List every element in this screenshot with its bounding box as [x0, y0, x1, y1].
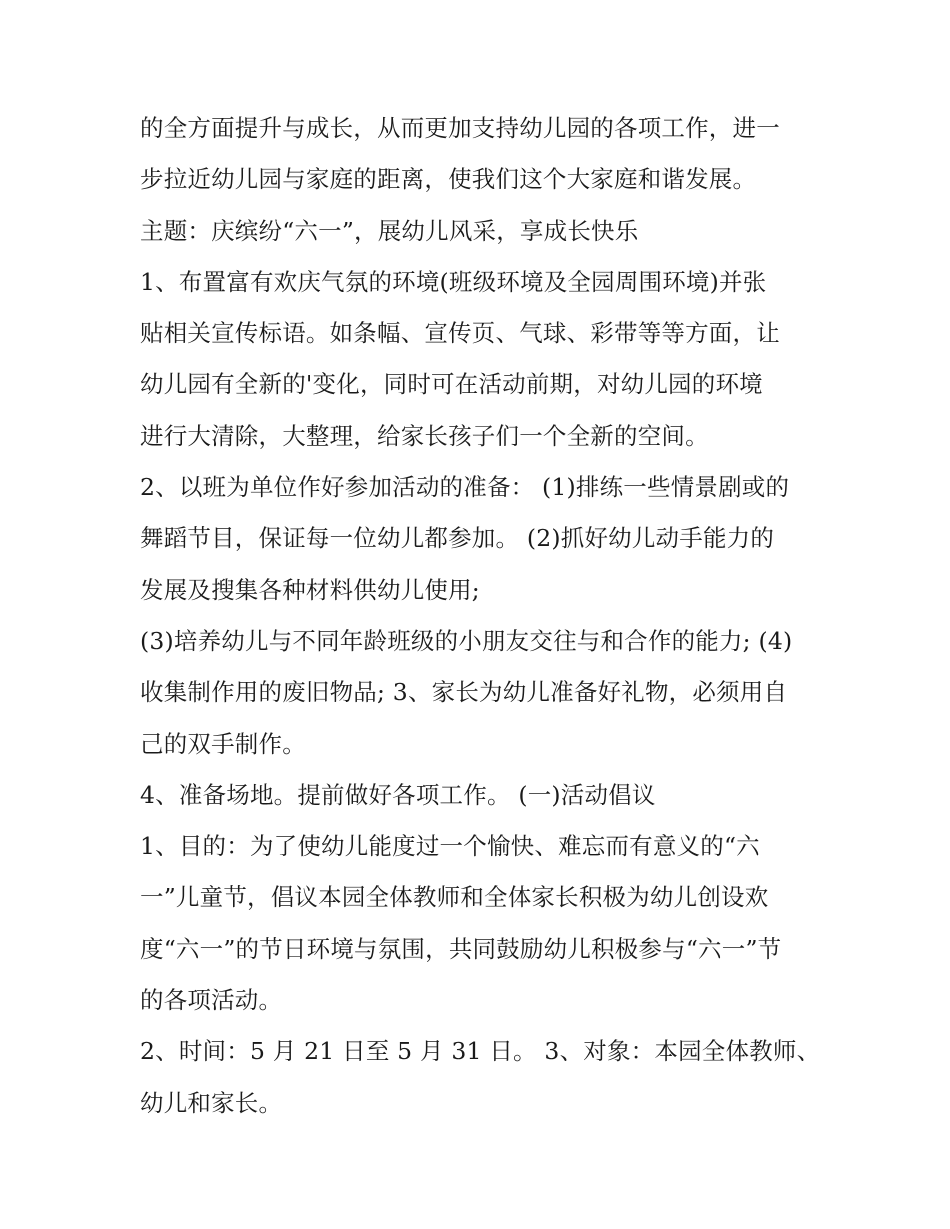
text-line: (3)培养幼儿与不同年龄班级的小朋友交往与和合作的能力; (4)	[140, 626, 793, 655]
text-line: 度“六一”的节日环境与氛围，共同鼓励幼儿积极参与“六一”节	[140, 934, 782, 963]
text-line: 幼儿和家长。	[140, 1088, 283, 1117]
text-line: 进行大清除，大整理，给家长孩子们一个全新的空间。	[140, 421, 709, 450]
text-line: 舞蹈节目，保证每一位幼儿都参加。 (2)抓好幼儿动手能力的	[140, 524, 775, 553]
text-line: 1、目的：为了使幼儿能度过一个愉快、难忘而有意义的“六	[140, 832, 760, 861]
text-line: 的各项活动。	[140, 986, 283, 1015]
text-line: 4、准备场地。提前做好各项工作。 (一)活动倡议	[140, 780, 656, 809]
text-line: 发展及搜集各种材料供幼儿使用;	[140, 575, 480, 604]
text-line: 己的双手制作。	[140, 729, 306, 758]
text-line: 贴相关宣传标语。如条幅、宣传页、气球、彩带等等方面，让	[140, 319, 780, 348]
text-line: 1、布置富有欢庆气氛的环境(班级环境及全园周围环境)并张	[140, 267, 767, 296]
text-line: 的全方面提升与成长，从而更加支持幼儿园的各项工作，进一	[140, 114, 780, 142]
body-text	[140, 103, 820, 1129]
theme-line: 主题：庆缤纷“六一”，展幼儿风采，享成长快乐	[140, 216, 639, 245]
text-line: 步拉近幼儿园与家庭的距离，使我们这个大家庭和谐发展。	[140, 165, 757, 194]
text-line: 2、时间：5 月 21 日至 5 月 31 日。 3、对象：本园全体教师、	[140, 1037, 821, 1066]
text-line: 幼儿园有全新的'变化，同时可在活动前期，对幼儿园的环境	[140, 370, 763, 399]
text-line: 收集制作用的废旧物品; 3、家长为幼儿准备好礼物，必须用自	[140, 678, 788, 707]
text-line: 2、以班为单位作好参加活动的准备： (1)排练一些情景剧或的	[140, 473, 790, 502]
text-line: 一”儿童节，倡议本园全体教师和全体家长积极为幼儿创设欢	[140, 883, 769, 912]
